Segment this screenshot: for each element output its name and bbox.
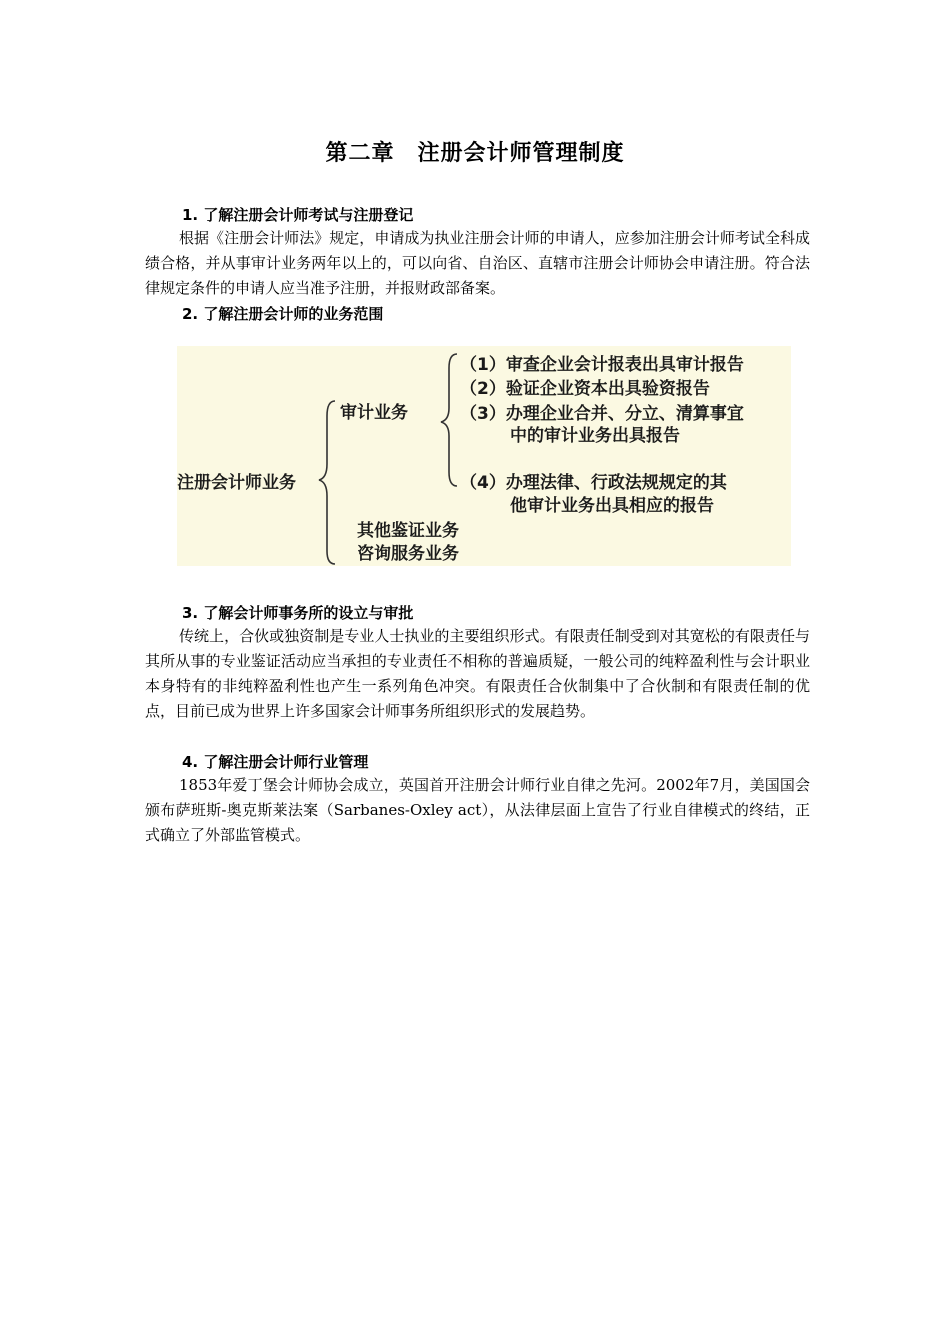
section-1-heading: 1. 了解注册会计师考试与注册登记 [182,206,414,224]
audit-brace [441,354,457,486]
diagram-root-label: 注册会计师业务 [177,473,296,493]
section-3-paragraph: 传统上，合伙或独资制是专业人士执业的主要组织形式。有限责任制受到对其宽松的有限责任与其所从事的专业鉴证活动应当承担的专业责任不相称的普遍质疑，一般公司的纯粹盈利性与会计职业本身特有的非纯粹盈利性也产生一系列角色冲突。有限责任合伙制集中了合伙制和有限责任制的优点，目前已成为世界上许多国家会计师事务所组织形式的发展趋势。 [145,627,810,720]
section-2-heading: 2. 了解注册会计师的业务范围 [182,305,384,323]
audit-item-2: （2）验证企业资本出具验资报告 [460,379,710,399]
section-3-heading: 3. 了解会计师事务所的设立与审批 [182,604,414,622]
section-4-heading: 4. 了解注册会计师行业管理 [182,753,369,771]
diagram-consulting-label: 咨询服务业务 [357,544,459,564]
diagram-audit-label: 审计业务 [340,403,408,423]
diagram-other-assurance-label: 其他鉴证业务 [357,521,459,541]
business-scope-diagram [177,346,791,566]
audit-item-3: （3）办理企业合并、分立、清算事宜 [460,404,744,424]
audit-item-3-cont: 中的审计业务出具报告 [510,426,680,446]
main-brace [319,401,335,564]
chapter-title: 第二章 注册会计师管理制度 [325,141,625,166]
audit-item-4: （4）办理法律、行政法规规定的其 [460,473,727,493]
audit-item-4-cont: 他审计业务出具相应的报告 [510,496,714,516]
section-4-paragraph: 1853年爱丁堡会计师协会成立，英国首开注册会计师行业自律之先河。2002年7月，美国国会颁布萨班斯-奥克斯莱法案（Sarbanes-Oxley act），从法律层面上宣告了行业自律模式的终结，正式确立了外部监管模式。 [145,776,810,844]
audit-item-1: （1）审查企业会计报表出具审计报告 [460,355,744,375]
section-1-paragraph: 根据《注册会计师法》规定，申请成为执业注册会计师的申请人，应参加注册会计师考试全科成绩合格，并从事审计业务两年以上的，可以向省、自治区、直辖市注册会计师协会申请注册。符合法律规定条件的申请人应当准予注册，并报财政部备案。 [145,229,810,297]
